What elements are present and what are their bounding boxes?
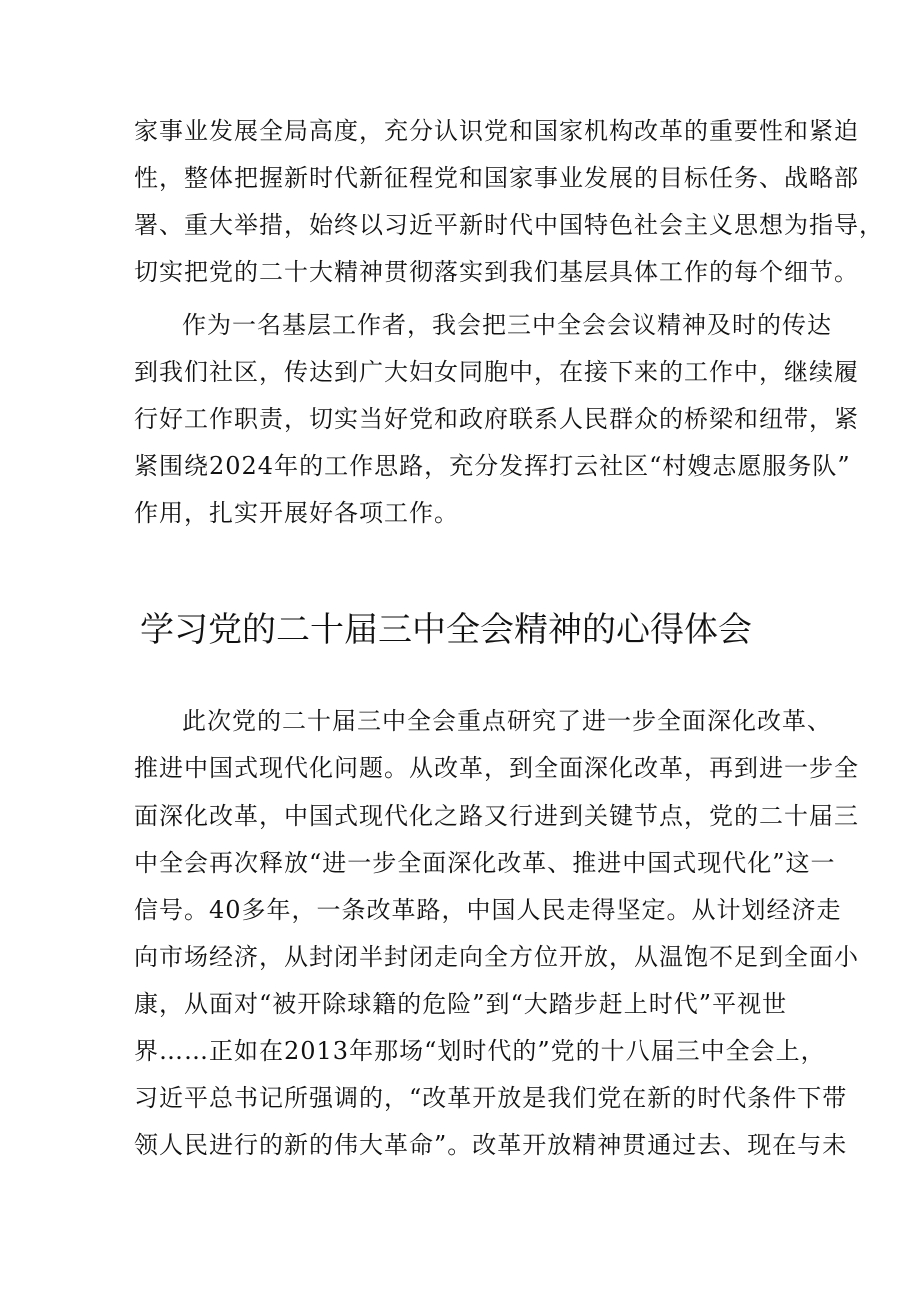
paragraph-first-line: 作为一名基层工作者，我会把三中全会会议精神及时的传达 [182,311,832,339]
paragraph-line: 界……正如在2013年那场“划时代的”党的十八届三中全会上， [134,1037,826,1065]
paragraph-line: 家事业发展全局高度，充分认识党和国家机构改革的重要性和紧迫 [134,117,859,145]
paragraph-line: 署、重大举措，始终以习近平新时代中国特色社会主义思想为指导， [134,211,884,239]
article-title: 学习党的二十届三中全会精神的心得体会 [140,610,752,650]
paragraph-line: 面深化改革，中国式现代化之路又行进到关键节点，党的二十届三 [134,802,859,830]
paragraph-line: 领人民进行的新的伟大革命”。改革开放精神贯通过去、现在与未 [134,1131,848,1159]
paragraph-line: 紧围绕2024年的工作思路，充分发挥打云社区“村嫂志愿服务队” [134,452,851,480]
paragraph-line: 切实把党的二十大精神贯彻落实到我们基层具体工作的每个细节。 [134,258,859,286]
paragraph-line: 信号。40多年，一条改革路，中国人民走得坚定。从计划经济走 [134,896,842,924]
paragraph-line: 作用，扎实开展好各项工作。 [134,499,459,527]
paragraph-line: 康，从面对“被开除球籍的危险”到“大踏步赶上时代”平视世 [134,990,788,1018]
paragraph-line: 性，整体把握新时代新征程党和国家事业发展的目标任务、战略部 [134,164,859,192]
paragraph-first-line: 此次党的二十届三中全会重点研究了进一步全面深化改革、 [182,707,832,735]
paragraph-line: 中全会再次释放“进一步全面深化改革、推进中国式现代化”这一 [134,849,836,877]
paragraph-line: 推进中国式现代化问题。从改革，到全面深化改革，再到进一步全 [134,754,859,782]
paragraph-line: 到我们社区，传达到广大妇女同胞中，在接下来的工作中，继续履 [134,358,859,386]
paragraph-line: 行好工作职责，切实当好党和政府联系人民群众的桥梁和纽带，紧 [134,405,859,433]
paragraph-line: 向市场经济，从封闭半封闭走向全方位开放，从温饱不足到全面小 [134,943,859,971]
paragraph-line: 习近平总书记所强调的，“改革开放是我们党在新的时代条件下带 [134,1084,848,1112]
